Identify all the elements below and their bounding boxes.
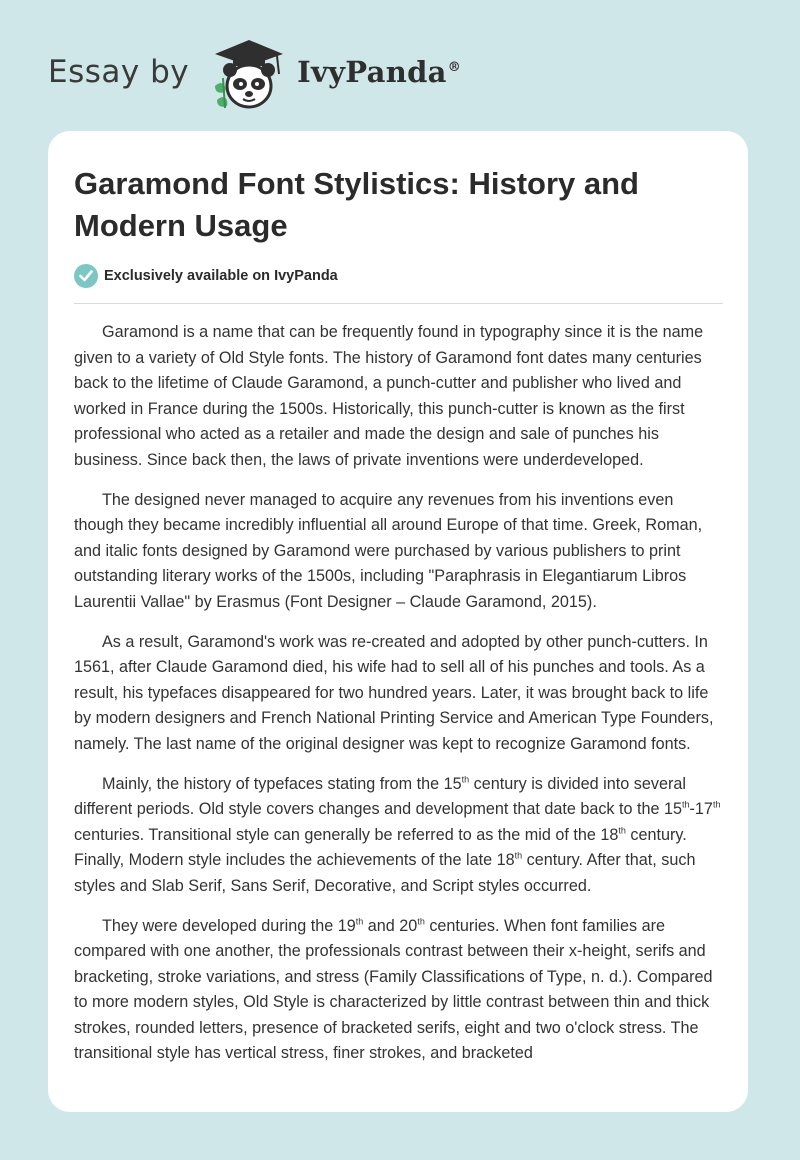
essay-body xyxy=(74,320,724,1081)
paragraph-1: Garamond is a name that can be frequently found in typography since it is the name given to a variety of Old Style fonts. The history of Garamond font dates many centuries back to the lifetime of Claude Garamond, a punch-cutter and publisher who lived and worked in France during the 1500s. Historically, this punch-cutter is known as the first professional who acted as a retailer and made the design and sale of punches his business. Since back then, the laws of private inventions were underdeveloped. xyxy=(74,323,704,469)
paragraph-2: The designed never managed to acquire any revenues from his inventions even though they became incredibly influential all around Europe of that time. Greek, Roman, and italic fonts designed by Garamond were purchased by various publishers to print outstanding literary works of the 1500s, including "Paraphrasis in Elegantiarum Libros Laurentii Vallae" by Erasmus (Font Designer – Claude Garamond, 2015). xyxy=(74,490,703,611)
divider xyxy=(74,303,723,304)
paragraph-3: As a result, Garamond's work was re-created and adopted by other punch-cutters. In 1561, after Claude Garamond died, his wife had to sell all of his punches and tools. As a result, his typefaces disappeared for two hundred years. Later, it was brought back to life by modern designers and French National Printing Service and American Type Founders, namely. The last name of the original designer was kept to recognize Garamond fonts. xyxy=(74,632,714,753)
essay-by-label: Essay by xyxy=(48,54,190,90)
site-header xyxy=(48,34,461,110)
paragraph-4: Mainly, the history of typefaces stating from the 15th century is divided into several different periods. Old style covers changes and development that date back to the 15th-17th centuries. Transitional style can generally be referred to as the mid of the 18th century. Finally, Modern style includes the achievements of the late 18th century. After that, such styles and Slab Serif, Sans Serif, Decorative, and Script styles occurred. xyxy=(74,774,721,895)
essay-card xyxy=(48,131,748,1112)
panda-graduate-logo-icon[interactable] xyxy=(207,34,291,110)
paragraph-5: They were developed during the 19th and 20th centuries. When font families are compared with one another, the professionals contrast between their x-height, serifs and bracketing, stroke variations, and stress (Family Classifications of Type, n. d.). Compared to more modern styles, Old Style is characterized by little contrast between thin and thick strokes, rounded letters, presence of bracketed serifs, eight and two o'clock stress. The transitional style has vertical stress, finer strokes, and bracketed xyxy=(74,916,713,1062)
exclusive-badge-text: Exclusively available on IvyPanda xyxy=(104,268,338,284)
essay-title: Garamond Font Stylistics: History and Modern Usage xyxy=(74,166,639,243)
exclusive-badge xyxy=(74,264,338,288)
registered-mark: ® xyxy=(447,60,462,76)
check-icon xyxy=(74,264,98,288)
brand-name[interactable]: IvyPanda® xyxy=(297,55,462,89)
